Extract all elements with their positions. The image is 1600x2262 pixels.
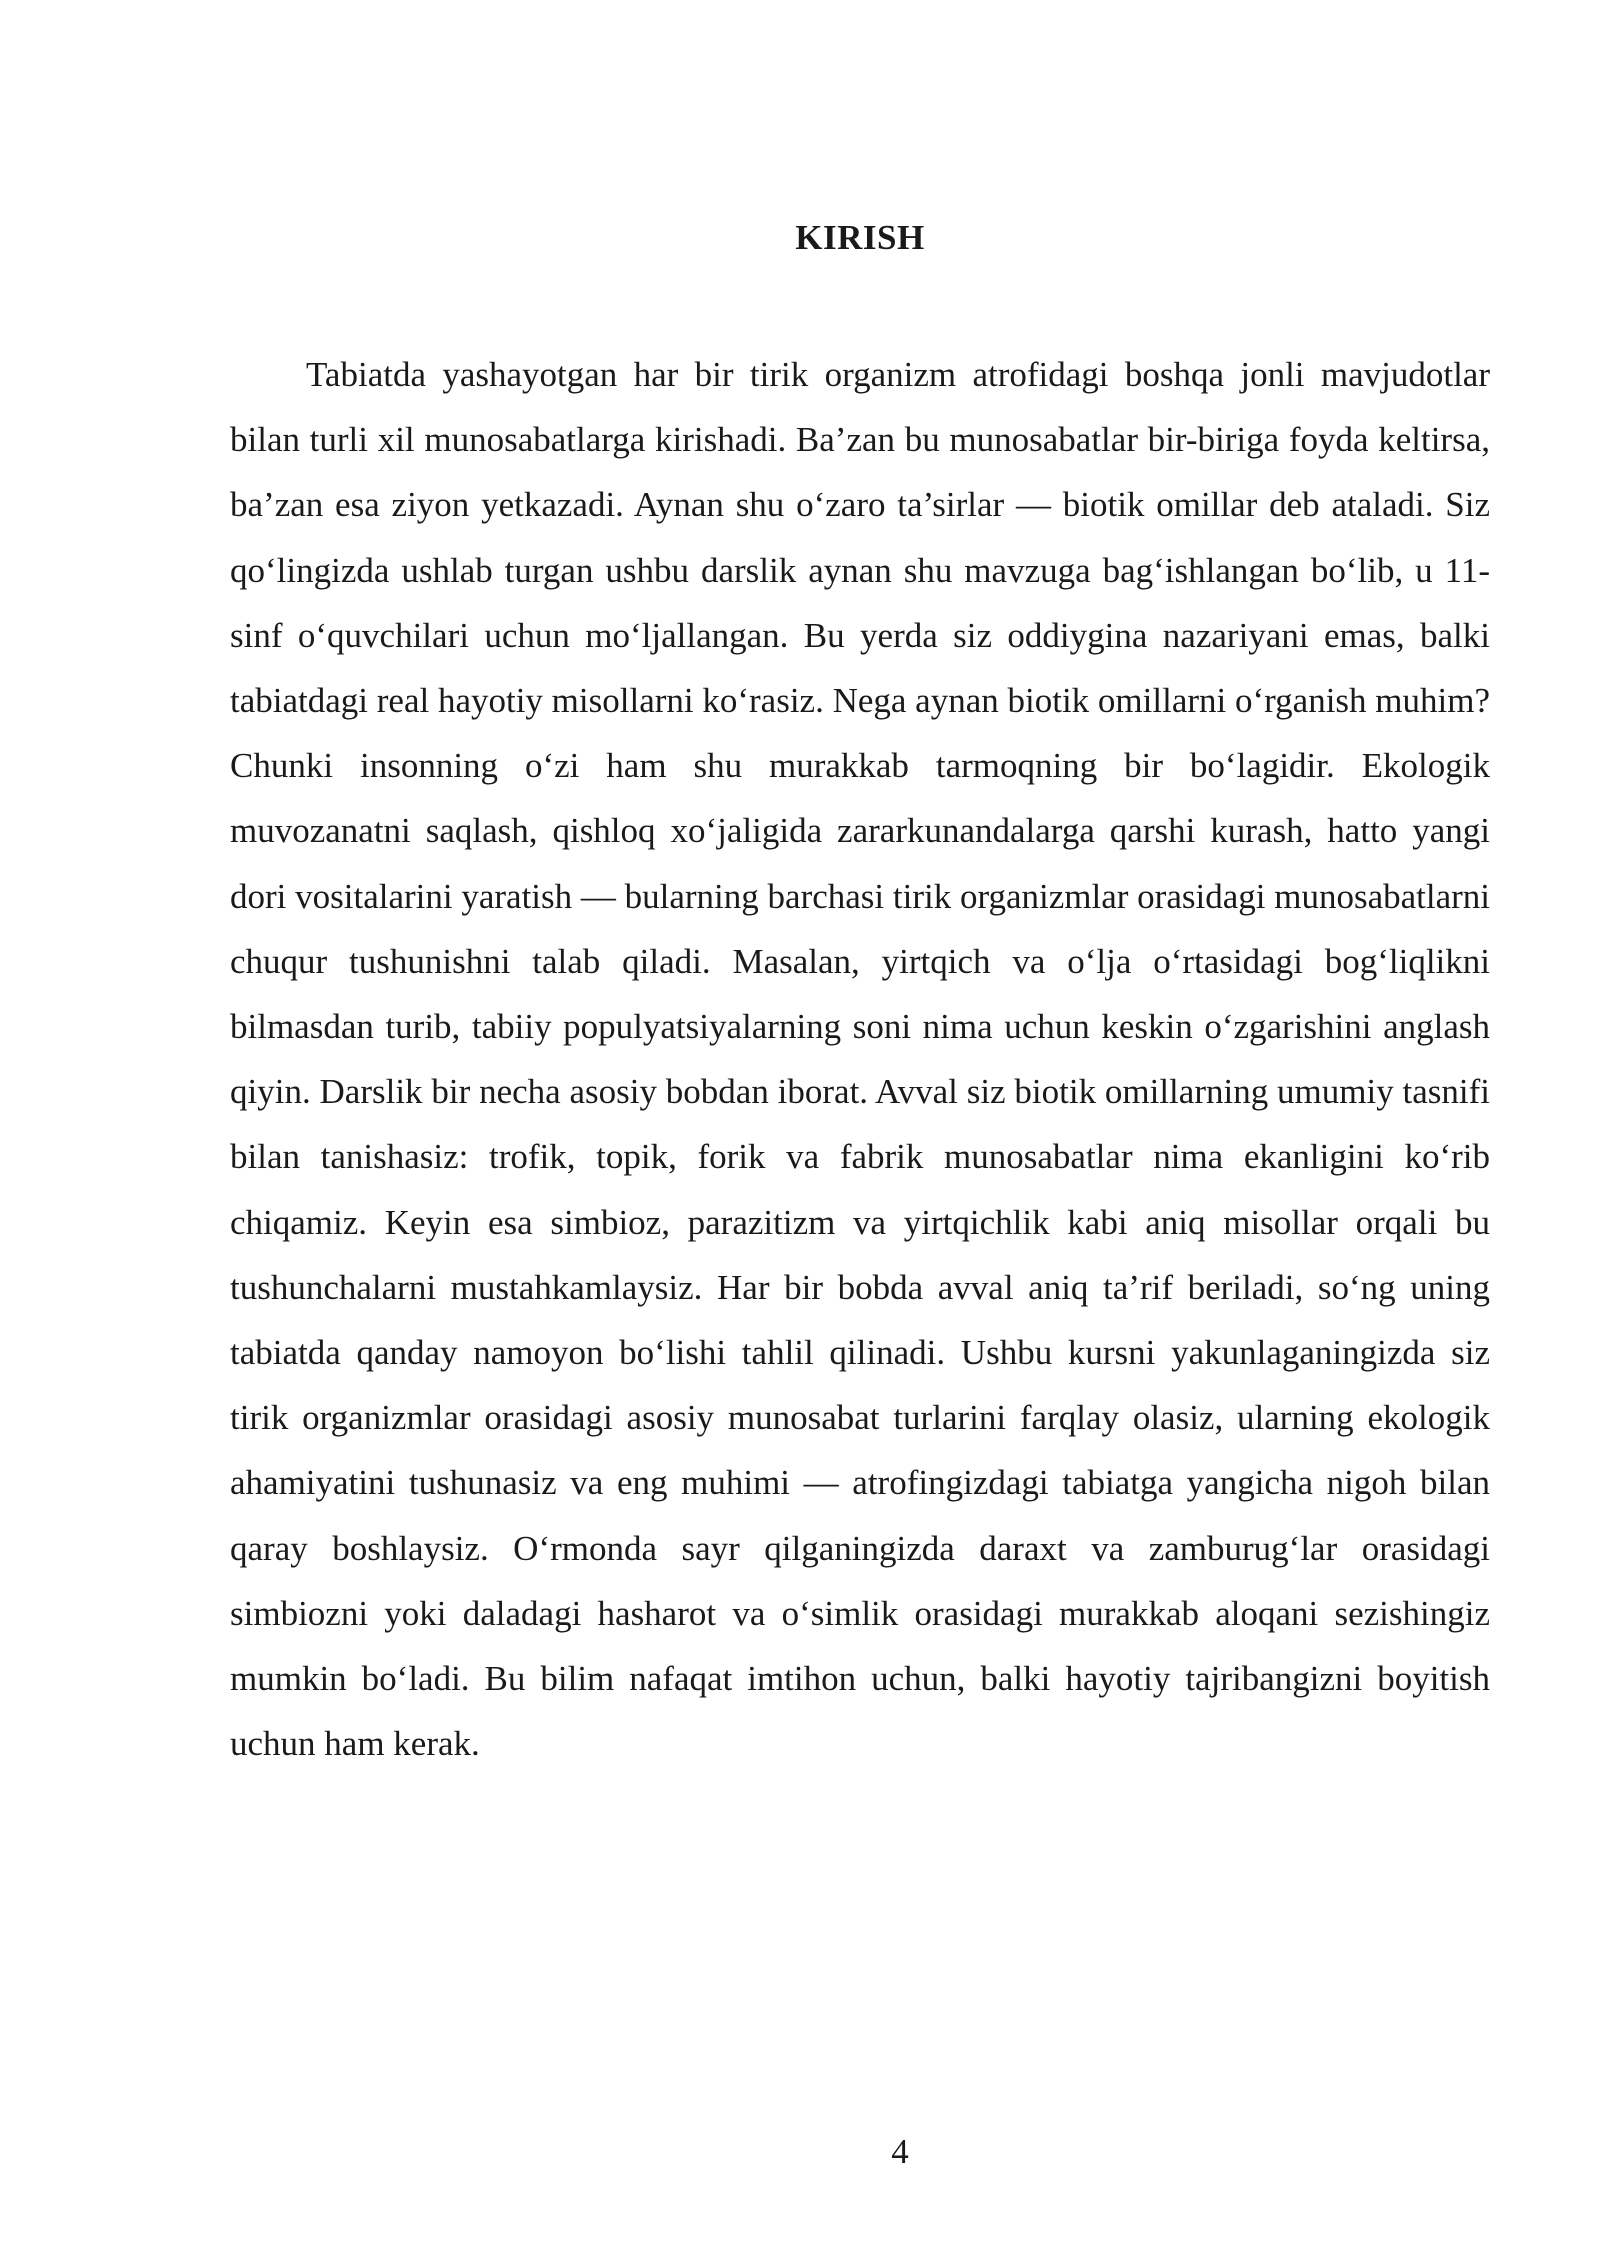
- page-title: KIRISH: [795, 218, 925, 257]
- body-paragraph: Tabiatda yashayotgan har bir tirik organizm atrofidagi boshqa jonli mavjudotlar bilan turli xil munosabatlarga kirishadi. Ba’zan bu munosabatlar bir-biriga foyda keltirsa, ba’zan esa ziyon yetkazadi. Aynan shu o‘zaro ta’sirlar — biotik omillar deb ataladi. Siz qo‘lingizda ushlab turgan ushbu darslik aynan shu mavzuga bag‘ishlangan bo‘lib, u 11-sinf o‘quvchilari uchun mo‘ljallangan. Bu yerda siz oddiygina nazariyani emas, balki tabiatdagi real hayotiy misollarni ko‘rasiz. Nega aynan biotik omillarni o‘rganish muhim? Chunki insonning o‘zi ham shu murakkab tarmoqning bir bo‘lagidir. Ekologik muvozanatni saqlash, qishloq xo‘jaligida zararkunandalarga qarshi kurash, hatto yangi dori vositalarini yaratish — bularning barchasi tirik organizmlar orasidagi munosabatlarni chuqur tushunishni talab qiladi. Masalan, yirtqich va o‘lja o‘rtasidagi bog‘liqlikni bilmasdan turib, tabiiy populyatsiyalarning soni nima uchun keskin o‘zgarishini anglash qiyin. Darslik bir necha asosiy bobdan iborat. Avval siz biotik omillarning umumiy tasnifi bilan tanishasiz: trofik, topik, forik va fabrik munosabatlar nima ekanligini ko‘rib chiqamiz. Keyin esa simbioz, parazitizm va yirtqichlik kabi aniq misollar orqali bu tushunchalarni mustahkamlaysiz. Har bir bobda avval aniq ta’rif beriladi, so‘ng uning tabiatda qanday namoyon bo‘lishi tahlil qilinadi. Ushbu kursni yakunlaganingizda siz tirik organizmlar orasidagi asosiy munosabat turlarini farqlay olasiz, ularning ekologik ahamiyatini tushunasiz va eng muhimi — atrofingizdagi tabiatga yangicha nigoh bilan qaray boshlaysiz. O‘rmonda sayr qilganingizda daraxt va zamburug‘lar orasidagi simbiozni yoki daladagi hasharot va o‘simlik orasidagi murakkab aloqani sezishingiz mumkin bo‘ladi. Bu bilim nafaqat imtihon uchun, balki hayotiy tajribangizni boyitish uchun ham kerak.: [230, 355, 1490, 1764]
- page-number: 4: [891, 2132, 909, 2171]
